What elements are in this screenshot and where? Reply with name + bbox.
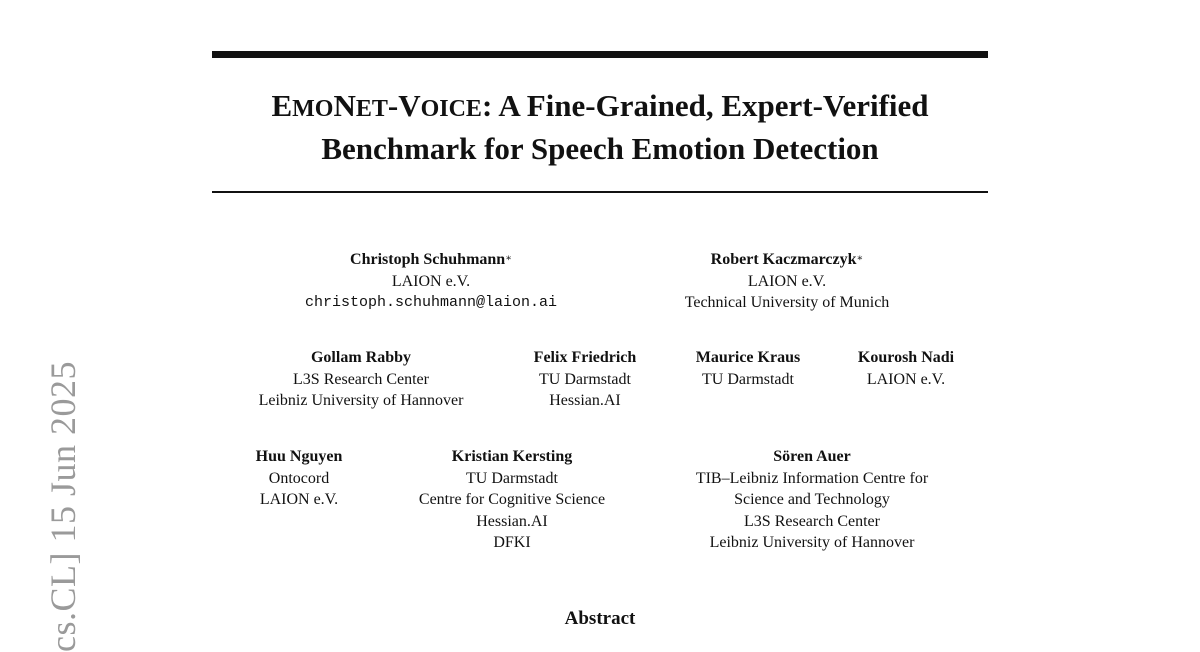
author-block	[392, 446, 632, 554]
author-block	[650, 249, 924, 314]
author-affiliation: TU Darmstadt	[466, 469, 558, 487]
author-block	[234, 446, 364, 511]
title-line-2: Benchmark for Speech Emotion Detection	[321, 131, 879, 166]
title-bottom-rule	[212, 191, 988, 193]
author-affiliation: TU Darmstadt	[702, 370, 794, 388]
abstract-heading: Abstract	[564, 608, 636, 629]
author-affiliation: Ontocord	[268, 469, 330, 487]
author-affiliation: Hessian.AI	[476, 512, 548, 530]
author-name: Gollam Rabby	[310, 349, 411, 366]
author-name: Kourosh Nadi	[857, 349, 955, 366]
author-block	[674, 347, 822, 390]
author-affiliation: Science and Technology	[734, 491, 890, 508]
paper-title	[212, 86, 988, 169]
author-email: christoph.schuhmann@laion.ai	[304, 294, 558, 311]
author-block	[660, 446, 964, 554]
author-name: Kristian Kersting	[451, 448, 573, 465]
author-affiliation: LAION e.V.	[747, 272, 827, 290]
author-block	[836, 347, 976, 390]
author-name: Robert Kaczmarczyk∗	[710, 251, 864, 268]
author-affiliation: TIB–Leibniz Information Centre for	[695, 469, 929, 487]
author-name: Christoph Schuhmann∗	[350, 251, 512, 268]
author-affiliation: Leibniz University of Hannover	[258, 392, 464, 409]
author-block	[226, 347, 496, 412]
author-affiliation: LAION e.V.	[866, 370, 946, 388]
author-affiliation: Centre for Cognitive Science	[418, 491, 606, 508]
author-block	[510, 347, 660, 412]
arxiv-side-stamp: cs.CL] 15 Jun 2025	[43, 361, 83, 652]
author-affiliation: Leibniz University of Hannover	[709, 534, 915, 551]
author-affiliation: Hessian.AI	[549, 392, 621, 409]
author-affiliation: LAION e.V.	[259, 491, 339, 508]
author-affiliation: LAION e.V.	[391, 272, 471, 290]
author-name: Maurice Kraus	[695, 349, 801, 366]
title-top-rule	[212, 51, 988, 58]
author-name: Huu Nguyen	[255, 448, 343, 465]
author-affiliation: TU Darmstadt	[539, 370, 631, 388]
author-affiliation: DFKI	[493, 534, 531, 551]
author-affiliation: L3S Research Center	[744, 512, 880, 530]
author-affiliation: L3S Research Center	[293, 370, 429, 388]
author-name: Felix Friedrich	[533, 349, 637, 366]
author-name: Sören Auer	[773, 448, 851, 465]
author-block	[286, 249, 576, 314]
author-affiliation: Technical University of Munich	[684, 294, 890, 311]
title-line-1: EMONET-VOICE: A Fine-Grained, Expert-Verified	[271, 88, 929, 123]
